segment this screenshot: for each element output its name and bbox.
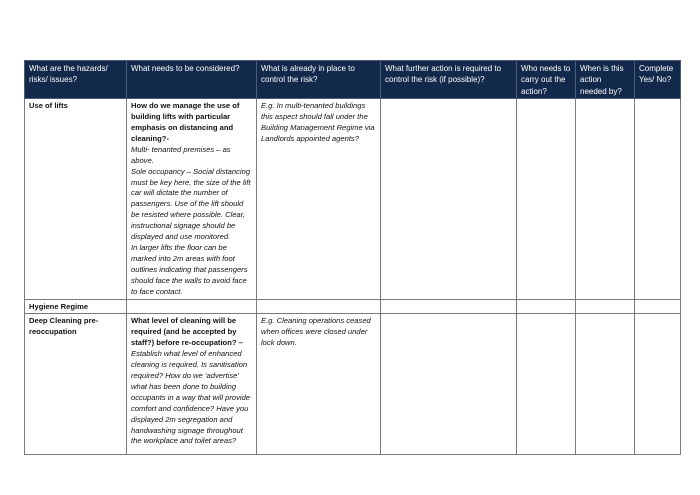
table-row (25, 99, 681, 299)
empty-cell (517, 299, 576, 314)
section-row (25, 299, 681, 314)
when-cell[interactable] (576, 314, 635, 455)
who-cell[interactable] (517, 314, 576, 455)
header-when: When is this action needed by? (576, 61, 635, 99)
empty-cell (635, 299, 681, 314)
header-row (25, 61, 681, 99)
in-place-cell: E.g. Cleaning operations ceased when offices were closed under lock down. (257, 314, 381, 455)
further-action-cell[interactable] (381, 314, 517, 455)
further-action-cell[interactable] (381, 99, 517, 299)
empty-cell (576, 299, 635, 314)
consideration-question: How do we manage the use of building lifts with particular emphasis on distancing and cleaning?- (131, 101, 240, 143)
risk-assessment-table (24, 60, 681, 455)
section-title: Hygiene Regime (25, 299, 127, 314)
consideration-note: Multi- tenanted premises – as above. (131, 144, 231, 165)
consideration-question: What level of cleaning will be required (and be accepted by staff?) before re-occupation? – (131, 316, 243, 348)
header-who: Who needs to carry out the action? (517, 61, 576, 99)
complete-cell[interactable] (635, 99, 681, 299)
who-cell[interactable] (517, 99, 576, 299)
hazard-cell: Deep Cleaning pre-reoccupation (25, 314, 127, 455)
considerations-cell (127, 314, 257, 455)
when-cell[interactable] (576, 99, 635, 299)
complete-cell[interactable] (635, 314, 681, 455)
header-further-action: What further action is required to control the risk (if possible)? (381, 61, 517, 99)
empty-cell (127, 299, 257, 314)
header-in-place: What is already in place to control the risk? (257, 61, 381, 99)
consideration-note: Sole occupancy – Social distancing must be key here, the size of the lift car will dictate the number of passengers. Use of the lift should be resisted where possible. Clear, instructional signage should be displayed and use monitored. (131, 166, 251, 242)
header-considerations: What needs to be considered? (127, 61, 257, 99)
header-hazards: What are the hazards/ risks/ issues? (25, 61, 127, 99)
hazard-cell: Use of lifts (25, 99, 127, 299)
consideration-note: Establish what level of enhanced cleaning is required. Is sanitisation required? How do we ‘advertise’ what has been done to building occupants in a way that will provide comfort and confidence? Have you displayed 2m segregation and handwashing signage throughout the workplace and toilet areas? (131, 349, 251, 446)
header-complete: Complete Yes/ No? (635, 61, 681, 99)
in-place-cell: E.g. In multi-tenanted buildings this aspect should fall under the Building Management Regime via Landlords appointed agents? (257, 99, 381, 299)
consideration-note: In larger lifts the floor can be marked into 2m areas with foot outlines indicating that passengers should face the walls to avoid face to face contact. (131, 243, 248, 296)
empty-cell (381, 299, 517, 314)
considerations-cell (127, 99, 257, 299)
empty-cell (257, 299, 381, 314)
table-row (25, 314, 681, 455)
